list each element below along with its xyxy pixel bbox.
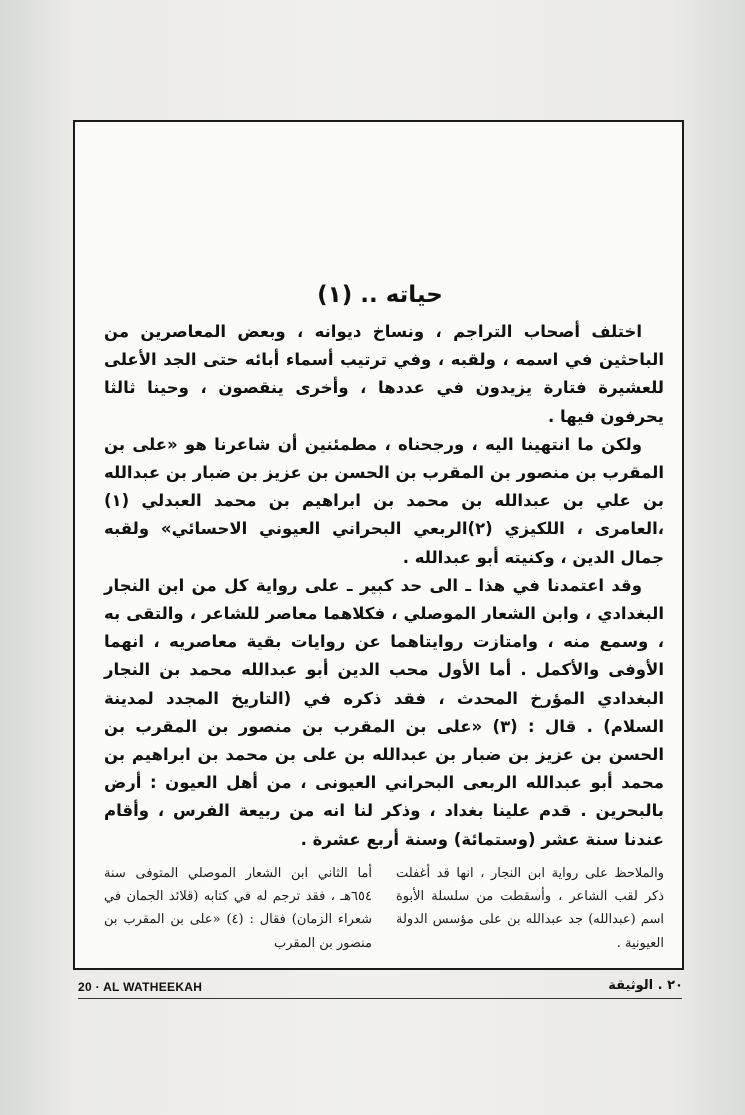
footer-page-label-arabic: ٢٠ . الوثيقة <box>608 978 683 993</box>
footer-page-label-english: 20 · AL WATHEEKAH <box>78 980 203 994</box>
note-right-column: والملاحظ على رواية ابن النجار ، انها قد أغفلت ذكر لقب الشاعر ، وأسقطت من سلسلة الأبوة اسم (عبدالله) جد عبدالله بن على مؤسس الدولة العيونية . <box>396 866 664 951</box>
footer-rule <box>78 998 682 999</box>
paragraph-3: وقد اعتمدنا في هذا ـ الى حد كبير ـ على رواية كل من ابن النجار البغدادي ، وابن الشعار الموصلي ، فكلاهما معاصر للشاعر ، والتقى به ، وسمع منه ، وامتازت روايتاهما عن روايات بقية معاصريه ، انهما الأوفى والأكمل . أما الأول محب الدين أبو عبدالله محمد بن النجار البغدادي المؤرخ المحدث ، فقد ذكره في (التاريخ المجدد لمدينة السلام) . قال : (٣) «على بن المقرب بن منصور بن المقرب بن الحسن بن عزيز بن ضبار بن عبدالله بن على بن محمد بن ابراهيم بن محمد أبو عبدالله الربعى البحراني العيونى ، من أهل العيون : أرض بالبحرين . قدم علينا بغداد ، وذكر لنا انه من ربيعة الفرس ، وأقام عندنا سنة عشر (وستمائة) وسنة أربع عشرة . <box>104 575 664 849</box>
paragraph-2: ولكن ما انتهينا اليه ، ورجحناه ، مطمئنين أن شاعرنا هو «على بن المقرب بن منصور بن المقرب بن الحسن بن عزيز بن ضبار بن عبدالله بن علي بن عبدالله بن محمد بن ابراهيم بن محمد العبدلي (١) ،العامرى ، اللكيزي (٢)الربعي البحراني العيوني الاحسائي» ولقبه جمال الدين ، وكنيته أبو عبدالله . <box>104 434 664 567</box>
article-title: حياته .. (١) <box>317 282 443 308</box>
note-left-column: أما الثاني ابن الشعار الموصلي المتوفى سنة ٦٥٤هـ ، فقد ترجم له في كتابه (قلائد الجمان في شعراء الزمان) فقال : (٤) «على بن المقرب بن منصور بن المقرب <box>104 866 372 951</box>
article-body <box>104 318 664 854</box>
paragraph-1: اختلف أصحاب التراجم ، ونساخ ديوانه ، وبعض المعاصرين من الباحثين في اسمه ، ولقبه ، وفي ترتيب أسماء أبائه حتى الجد الأعلى للعشيرة فتارة يزيدون في عددها ، وأخرى ينقصون ، وحينا ثالثا يحرفون فيها . <box>104 322 664 426</box>
